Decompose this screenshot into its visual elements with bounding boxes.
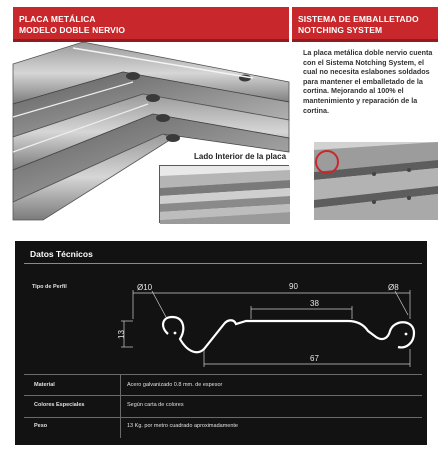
inner-width-label: 38 (310, 299, 319, 308)
inner-side-caption: Lado Interior de la placa (194, 152, 287, 161)
diameter-right-label: Ø8 (388, 283, 399, 292)
technical-data-panel (15, 241, 427, 445)
technical-data-section (0, 226, 442, 450)
notch-highlight-circle (315, 150, 339, 174)
row-value-colors: Según carta de colores (127, 402, 184, 408)
notching-system-panel (292, 7, 438, 220)
row-label-material: Material (34, 382, 55, 388)
technical-title: Datos Técnicos (30, 249, 93, 259)
notching-description: La placa metálica doble nervio cuenta con el Sistema Notching System, el cual no necesita eslabones soldados para mantener el emballetado de la cortina. Mejorando al 100% el mantenimiento y reparación de la cortina. (303, 48, 433, 115)
right-header-line2: NOTCHING SYSTEM (298, 25, 383, 35)
row-value-weight: 13 Kg. por metro cuadrado aproximadamente (127, 423, 238, 429)
title-divider (24, 263, 422, 264)
table-divider (24, 374, 422, 375)
table-divider (24, 395, 422, 396)
inner-side-photo (159, 165, 289, 223)
left-header (13, 7, 289, 42)
total-width-label: 90 (289, 282, 298, 291)
sheet-photo-panel (13, 7, 289, 220)
right-header (292, 7, 438, 42)
row-label-colors: Colores Especiales (34, 402, 85, 408)
table-divider (24, 417, 422, 418)
row-label-weight: Peso (34, 423, 48, 429)
left-header-line1: PLACA METÁLICA (19, 14, 96, 24)
profile-type-label: Tipo de Perfil (32, 284, 67, 290)
table-column-divider (120, 374, 121, 438)
height-label: 13 (117, 330, 126, 339)
base-width-label: 67 (310, 354, 319, 363)
diameter-left-label: Ø10 (137, 283, 153, 292)
row-value-material: Acero galvanizado 0.8 mm. de espesor (127, 382, 223, 388)
right-header-line1: SISTEMA DE EMBALLETADO (298, 14, 419, 24)
inner-side-illustration (160, 166, 290, 224)
left-header-line2: MODELO DOBLE NERVIO (19, 25, 126, 35)
profile-diagram (118, 279, 423, 371)
